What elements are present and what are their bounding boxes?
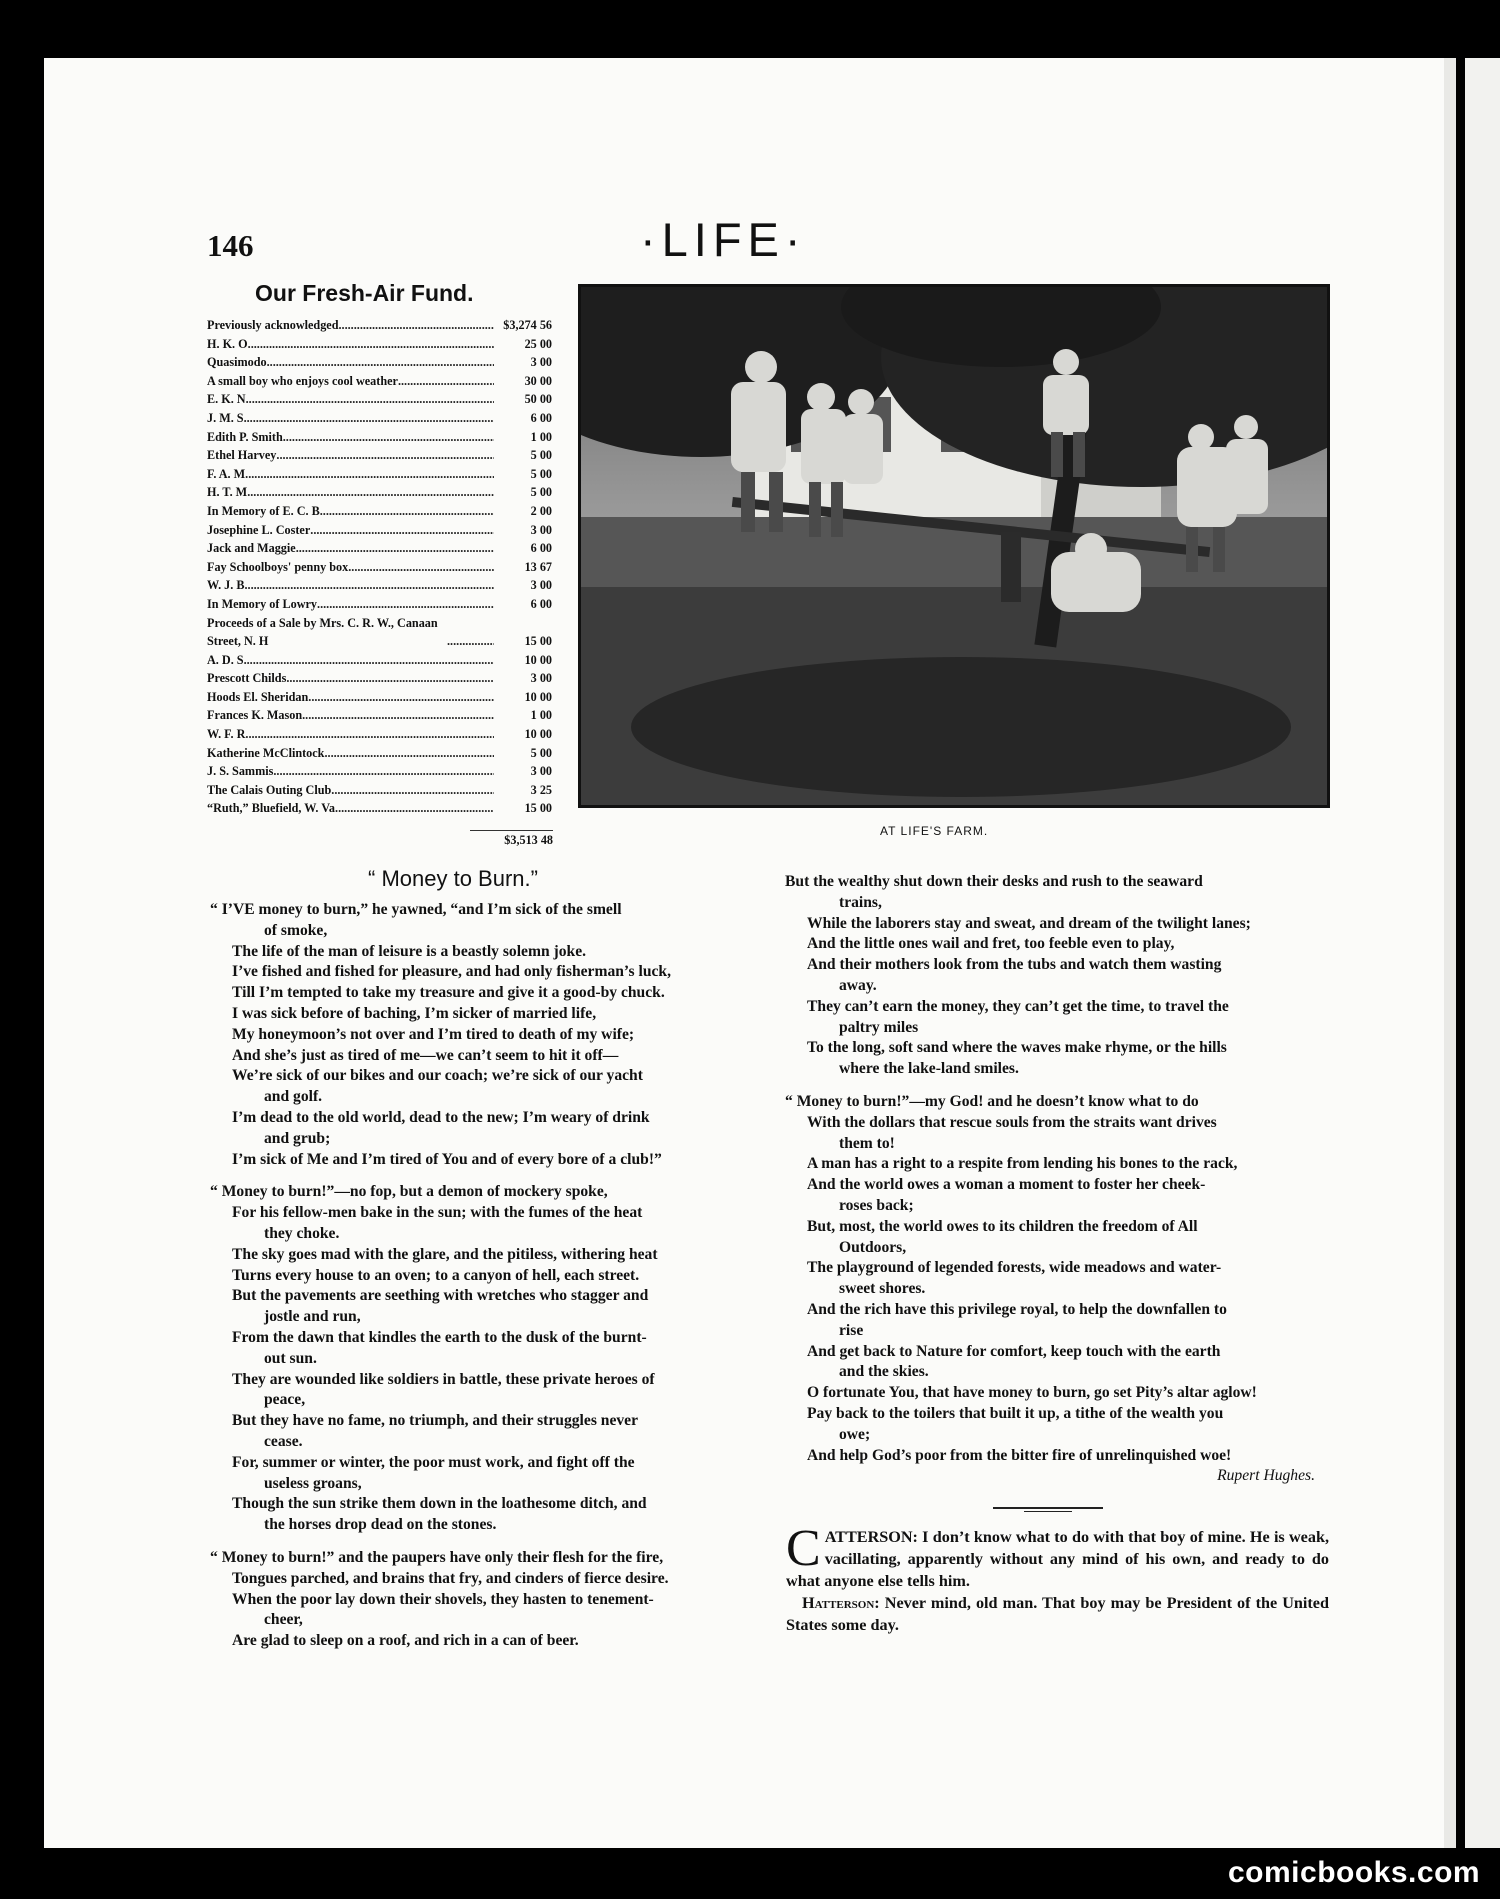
leader-dots [335,799,494,818]
poem-line: Are glad to sleep on a roof, and rich in a can of beer. [232,1632,579,1650]
poem-line: I’m sick of Me and I’m tired of You and of every bore of a club!” [232,1150,662,1168]
fund-entry-amount: 6 00 [530,541,552,556]
poem-line: of smoke, [264,921,328,939]
fund-entry [207,316,552,335]
stanza-gap [210,1536,758,1548]
leader-dots [320,502,494,521]
fund-entry-amount: 15 00 [524,801,552,816]
fund-entry [207,688,552,707]
fund-entry-name: F. A. M [207,466,246,481]
fund-entry-amount: 25 00 [524,336,552,351]
poem-line: But the pavements are seething with wretches who stagger and [232,1287,649,1305]
leader-dots [302,706,494,725]
joke-line-1: : I don’t know what to do with that boy of mine. He is weak, vacillating, apparently without any mind of his own, and ready to do what anyone else tells him. [786,1528,1329,1590]
stanza-gap [785,1080,1325,1092]
fund-entry-amount: 15 00 [524,634,552,649]
poem-line: The sky goes mad with the glare, and the pitiless, withering heat [232,1245,658,1263]
poem-line: And the little ones wail and fret, too feeble even to play, [807,935,1175,953]
fund-entry-name: W. J. B [207,578,245,593]
poem-line: “ Money to burn!”—no fop, but a demon of mockery spoke, [210,1183,608,1201]
poem-line: roses back; [839,1196,914,1214]
fund-entry-amount: 5 00 [530,466,552,481]
fund-entry-name: Frances K. Mason [207,708,303,723]
fund-entry [207,353,552,372]
poem-line: But they have no fame, no triumph, and their struggles never [232,1412,639,1430]
poem-line: And the world owes a woman a moment to foster her cheek- [807,1176,1206,1194]
fund-entry-name: J. M. S [207,410,244,425]
poem-line: We’re sick of our bikes and our coach; we’re sick of our yacht [232,1067,643,1085]
leader-dots [244,409,494,428]
section-divider-short [1024,1511,1072,1512]
fund-entry-name: Prescott Childs [207,671,287,686]
fund-entry-name: E. K. N [207,392,246,407]
poem-line: them to! [839,1134,895,1152]
fund-entry-amount: 1 00 [530,429,552,444]
leader-dots [246,390,494,409]
fund-entry-name: Quasimodo [207,355,267,370]
poem-line: They are wounded like soldiers in battle, these private heroes of [232,1370,655,1388]
poem-line: And she’s just as tired of me—we can’t seem to hit it off— [232,1046,619,1064]
fund-entry [207,595,552,614]
fund-entry [207,614,552,651]
leader-dots [310,521,494,540]
fund-entry [207,576,552,595]
poem-line: They can’t earn the money, they can’t get the time, to travel the [807,997,1229,1015]
leader-dots [338,316,494,335]
leader-dots [317,595,494,614]
fund-entry-amount: 3 25 [530,782,552,797]
fund-entry-name: Proceeds of a Sale by Mrs. C. R. W., Canaan Street, N. H [207,615,438,649]
joke-speaker-catterson: ATTERSON [824,1528,913,1546]
poem-column-right [785,872,1325,1487]
leader-dots [267,353,494,372]
poem-line: where the lake-land smiles. [839,1060,1019,1078]
poem-line: The life of the man of leisure is a beastly solemn joke. [232,942,587,960]
joke-line-2: : Never mind, old man. That boy may be President of the United States some day. [786,1594,1329,1634]
fund-entry-name: Edith P. Smith [207,429,283,444]
poem-line: With the dollars that rescue souls from the straits want drives [807,1113,1217,1131]
fund-entry-amount: 1 00 [530,708,552,723]
poem-line: I was sick before of baching, I’m sicker of married life, [232,1004,597,1022]
fund-entry-name: Josephine L. Coster [207,522,311,537]
fund-entry-name: In Memory of Lowry [207,596,318,611]
fund-entry-amount: 13 67 [524,559,552,574]
fund-entry-amount: 6 00 [530,596,552,611]
poem-line: For his fellow-men bake in the sun; with the fumes of the heat [232,1204,643,1222]
fund-entry-name: Hoods El. Sheridan [207,689,309,704]
poem-line: From the dawn that kindles the earth to the dusk of the burnt- [232,1328,647,1346]
poem-line: But, most, the world owes to its children the freedom of All [807,1217,1198,1235]
fund-entry-name: J. S. Sammis [207,764,274,779]
fund-entry-amount: 3 00 [530,764,552,779]
leader-dots [398,372,494,391]
leader-dots [244,651,494,670]
fund-entry [207,428,552,447]
poem-line: And the rich have this privilege royal, to help the downfallen to [807,1300,1227,1318]
poem-line: out sun. [264,1349,317,1367]
fund-entry [207,744,552,763]
leader-dots [296,539,494,558]
poem-column-left [210,900,758,1652]
fund-entry-amount: 3 00 [530,578,552,593]
fund-entry-amount: 3 00 [530,522,552,537]
fund-entry [207,465,552,484]
joke-paragraph-2 [786,1592,1329,1636]
fund-total: $3,513 48 [470,830,553,848]
poem-line: Tongues parched, and brains that fry, and cinders of fierce desire. [232,1569,669,1587]
poem-line: O fortunate You, that have money to burn, go set Pity’s altar aglow! [807,1384,1257,1402]
page-number: 146 [207,228,254,263]
fund-entry-amount: 10 00 [524,727,552,742]
fund-entry-name: A. D. S [207,652,244,667]
fund-entry-amount: 6 00 [530,410,552,425]
fund-entry [207,651,552,670]
fund-entry [207,706,552,725]
fund-entry [207,483,552,502]
fund-entry-name: Katherine McClintock [207,745,325,760]
fund-entry [207,539,552,558]
joke-paragraph-1 [786,1520,1329,1592]
fund-entry [207,390,552,409]
watermark: comicbooks.com [1228,1856,1481,1889]
leader-dots [276,446,494,465]
fund-entry-name: Previously acknowledged [207,318,339,332]
poem-line: useless groans, [264,1474,362,1492]
fund-entry-amount: 5 00 [530,745,552,760]
fund-entry [207,446,552,465]
poem-line: The playground of legended forests, wide meadows and water- [807,1259,1222,1277]
poem-line: paltry miles [839,1018,919,1036]
fund-entry [207,762,552,781]
poem-line: Outdoors, [839,1238,907,1256]
poem-title: “ Money to Burn.” [368,866,538,891]
section-divider [993,1507,1103,1509]
poem-line: But the wealthy shut down their desks and rush to the seaward [785,873,1203,890]
poem-line: When the poor lay down their shovels, they hasten to tenement- [232,1590,654,1608]
poem-line: I’m dead to the old world, dead to the new; I’m weary of drink [232,1108,650,1126]
fund-entry [207,799,552,818]
poem-line: While the laborers stay and sweat, and dream of the twilight lanes; [807,914,1251,932]
poem-line: jostle and run, [264,1308,361,1326]
leader-dots [273,762,494,781]
leader-dots [245,725,494,744]
fund-entry-amount: 3 00 [530,355,552,370]
poem-line: For, summer or winter, the poor must work, and fight off the [232,1453,635,1471]
leader-dots [247,483,494,502]
fund-entry-amount: 5 00 [530,485,552,500]
poem-line: trains, [839,893,882,911]
stanza-gap [210,1170,758,1182]
fund-entry-amount: $3,274 56 [503,318,552,332]
fund-entry-name: H. T. M [207,485,248,500]
photo-caption: AT LIFE'S FARM. [880,824,989,838]
fund-entry-name: Ethel Harvey [207,448,277,463]
fund-entry [207,669,552,688]
leader-dots [283,428,494,447]
farm-photo [578,284,1330,808]
joke-speaker-hatterson: Hatterson [802,1594,875,1612]
leader-dots [324,744,494,763]
poem-line: “ Money to burn!”—my God! and he doesn’t know what to do [785,1092,1199,1110]
poem-line: cease. [264,1432,303,1450]
fund-entry [207,502,552,521]
poem-line: away. [839,976,877,994]
masthead-title: ·LIFE· [640,213,807,266]
poem-line: And their mothers look from the tubs and watch them wasting [807,956,1222,974]
fund-title: Our Fresh-Air Fund. [255,280,474,306]
fund-entry-name: “Ruth,” Bluefield, W. Va [207,801,336,816]
fund-entry-amount: 2 00 [530,503,552,518]
poem-line: To the long, soft sand where the waves make rhyme, or the hills [807,1039,1227,1057]
fund-entry-name: H. K. O [207,336,248,351]
poem-line: And get back to Nature for comfort, keep touch with the earth [807,1342,1221,1360]
poem-line: My honeymoon’s not over and I’m tired to death of my wife; [232,1025,635,1043]
poem-line: and golf. [264,1088,323,1106]
fund-entry [207,781,552,800]
poem-line: rise [839,1321,864,1339]
fund-entry-name: Jack and Maggie [207,541,296,556]
fund-entry-amount: 50 00 [524,392,552,407]
poem-line: cheer, [264,1611,303,1629]
fund-entry [207,558,552,577]
leader-dots [348,558,494,577]
poem-line: And help God’s poor from the bitter fire of unrelinquished woe! [807,1446,1232,1464]
poem-line: Pay back to the toilers that built it up, a tithe of the wealth you [807,1404,1224,1422]
leader-dots [248,335,494,354]
poem-line: they choke. [264,1224,340,1242]
poem-line: “ I’VE money to burn,” he yawned, “and I’m sick of the smell [210,901,622,918]
fund-entry-amount: 10 00 [524,689,552,704]
poem-line: peace, [264,1391,306,1409]
leader-dots [308,688,494,707]
poem-line: Till I’m tempted to take my treasure and give it a good-by chuck. [232,984,665,1002]
fund-entry-amount: 30 00 [524,373,552,388]
poem-line: Though the sun strike them down in the loathesome ditch, and [232,1495,647,1513]
poem-line: the horses drop dead on the stones. [264,1516,497,1534]
poem-line: Turns every house to an oven; to a canyon of hell, each street. [232,1266,640,1284]
fund-entry [207,409,552,428]
facing-page-edge [1444,58,1456,1848]
fund-entry-amount: 3 00 [530,671,552,686]
fund-entry-name: W. F. R [207,727,246,742]
poem-line: and grub; [264,1129,331,1147]
fund-entry [207,521,552,540]
fund-entry [207,335,552,354]
leader-dots [286,669,494,688]
fund-entry [207,372,552,391]
leader-dots [244,576,494,595]
leader-dots [447,632,494,651]
facing-page-strip [1465,58,1500,1848]
joke-item [786,1520,1329,1636]
poem-line: I’ve fished and fished for pleasure, and had only fisherman’s luck, [232,963,672,981]
poem-line: A man has a right to a respite from lending his bones to the rack, [807,1155,1238,1173]
fund-list [207,316,552,818]
poem-line: owe; [839,1425,871,1443]
leader-dots [245,465,494,484]
poem-line: “ Money to burn!” and the paupers have only their flesh for the fire, [210,1548,664,1566]
fund-entry-name: Fay Schoolboys' penny box [207,559,349,574]
poem-byline: Rupert Hughes. [1217,1467,1315,1485]
fund-entry-name: The Calais Outing Club [207,782,332,797]
leader-dots [331,781,494,800]
drop-cap: C [786,1520,821,1577]
fund-entry-name: A small boy who enjoys cool weather [207,373,398,388]
fund-entry [207,725,552,744]
fund-entry-amount: 10 00 [524,652,552,667]
fund-entry-name: In Memory of E. C. B [207,503,320,518]
poem-line: and the skies. [839,1363,929,1381]
poem-line: sweet shores. [839,1280,926,1298]
fund-entry-amount: 5 00 [530,448,552,463]
